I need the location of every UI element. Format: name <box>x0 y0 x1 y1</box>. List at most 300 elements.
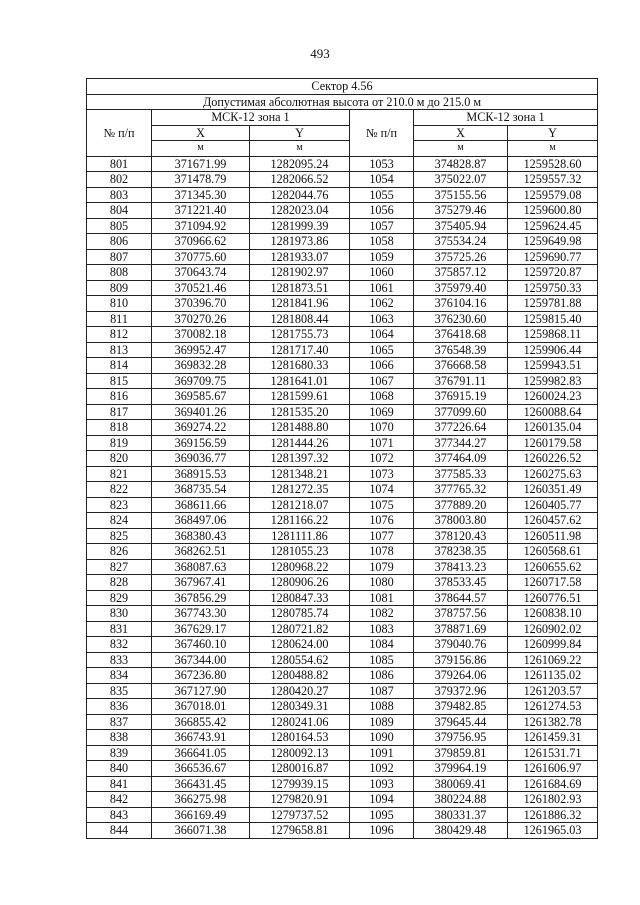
table-row <box>87 265 598 281</box>
y-value-left: 1280241.06 <box>250 714 350 730</box>
x-value-left: 371345.30 <box>152 187 250 203</box>
table-row <box>87 358 598 374</box>
y-header-left: Y <box>250 125 350 141</box>
x-value-right: 375725.26 <box>414 249 508 265</box>
y-value-right: 1260838.10 <box>508 606 598 622</box>
y-value-left: 1281808.44 <box>250 311 350 327</box>
y-value-left: 1280906.26 <box>250 575 350 591</box>
row-number-left: 840 <box>87 761 152 777</box>
row-number-right: 1069 <box>350 404 414 420</box>
row-number-right: 1054 <box>350 172 414 188</box>
y-value-right: 1259781.88 <box>508 296 598 312</box>
table-row <box>87 652 598 668</box>
row-number-right: 1058 <box>350 234 414 250</box>
x-value-right: 379040.76 <box>414 637 508 653</box>
y-value-left: 1281272.35 <box>250 482 350 498</box>
row-number-right: 1083 <box>350 621 414 637</box>
y-value-left: 1280488.82 <box>250 668 350 684</box>
y-value-right: 1259982.83 <box>508 373 598 389</box>
row-number-right: 1092 <box>350 761 414 777</box>
x-value-right: 378120.43 <box>414 528 508 544</box>
table-row <box>87 637 598 653</box>
y-value-left: 1280554.62 <box>250 652 350 668</box>
coordinates-table <box>86 78 598 839</box>
x-value-left: 370775.60 <box>152 249 250 265</box>
altitude-range: Допустимая абсолютная высота от 210.0 м до 215.0 м <box>87 94 598 110</box>
x-value-left: 367018.01 <box>152 699 250 715</box>
x-value-right: 379756.95 <box>414 730 508 746</box>
table-row <box>87 203 598 219</box>
x-value-right: 375405.94 <box>414 218 508 234</box>
x-value-left: 367743.30 <box>152 606 250 622</box>
row-number-left: 828 <box>87 575 152 591</box>
y-value-left: 1280847.33 <box>250 590 350 606</box>
row-number-right: 1066 <box>350 358 414 374</box>
y-value-right: 1259624.45 <box>508 218 598 234</box>
x-value-right: 378533.45 <box>414 575 508 591</box>
row-number-right: 1088 <box>350 699 414 715</box>
x-value-right: 376668.58 <box>414 358 508 374</box>
y-value-right: 1261069.22 <box>508 652 598 668</box>
table-row <box>87 249 598 265</box>
y-value-right: 1261965.03 <box>508 823 598 839</box>
y-value-right: 1260135.04 <box>508 420 598 436</box>
x-value-left: 370082.18 <box>152 327 250 343</box>
x-value-left: 369156.59 <box>152 435 250 451</box>
y-unit-right: м <box>508 141 598 157</box>
y-value-right: 1259906.44 <box>508 342 598 358</box>
x-value-right: 376915.19 <box>414 389 508 405</box>
table-row <box>87 730 598 746</box>
row-number-left: 843 <box>87 807 152 823</box>
row-number-right: 1068 <box>350 389 414 405</box>
row-number-left: 814 <box>87 358 152 374</box>
x-value-left: 370521.46 <box>152 280 250 296</box>
x-unit-right: м <box>414 141 508 157</box>
x-value-left: 367127.90 <box>152 683 250 699</box>
row-number-left: 823 <box>87 497 152 513</box>
table-row <box>87 668 598 684</box>
row-number-right: 1093 <box>350 776 414 792</box>
y-value-left: 1280420.27 <box>250 683 350 699</box>
y-value-right: 1261135.02 <box>508 668 598 684</box>
y-value-right: 1261274.53 <box>508 699 598 715</box>
table-row <box>87 420 598 436</box>
row-number-right: 1085 <box>350 652 414 668</box>
y-unit-left: м <box>250 141 350 157</box>
x-value-left: 369709.75 <box>152 373 250 389</box>
x-value-right: 376548.39 <box>414 342 508 358</box>
x-value-left: 367629.17 <box>152 621 250 637</box>
y-value-left: 1281397.32 <box>250 451 350 467</box>
row-number-left: 837 <box>87 714 152 730</box>
row-number-left: 801 <box>87 156 152 172</box>
table-row <box>87 776 598 792</box>
y-value-left: 1279737.52 <box>250 807 350 823</box>
table-row <box>87 807 598 823</box>
row-number-right: 1070 <box>350 420 414 436</box>
y-value-right: 1259868.11 <box>508 327 598 343</box>
row-number-left: 830 <box>87 606 152 622</box>
row-number-right: 1089 <box>350 714 414 730</box>
x-value-left: 369832.28 <box>152 358 250 374</box>
x-value-left: 370396.70 <box>152 296 250 312</box>
x-value-right: 377889.20 <box>414 497 508 513</box>
x-value-right: 375534.24 <box>414 234 508 250</box>
table-header <box>87 79 598 157</box>
row-number-right: 1080 <box>350 575 414 591</box>
x-value-right: 379645.44 <box>414 714 508 730</box>
row-number-left: 802 <box>87 172 152 188</box>
y-value-right: 1260226.52 <box>508 451 598 467</box>
y-value-right: 1261606.97 <box>508 761 598 777</box>
row-number-left: 829 <box>87 590 152 606</box>
x-value-left: 368915.53 <box>152 466 250 482</box>
y-value-right: 1260351.49 <box>508 482 598 498</box>
x-unit-left: м <box>152 141 250 157</box>
row-number-left: 815 <box>87 373 152 389</box>
x-value-left: 370643.74 <box>152 265 250 281</box>
x-value-left: 369036.77 <box>152 451 250 467</box>
row-number-left: 833 <box>87 652 152 668</box>
x-value-left: 369952.47 <box>152 342 250 358</box>
y-value-right: 1259690.77 <box>508 249 598 265</box>
row-number-right: 1073 <box>350 466 414 482</box>
y-value-right: 1260088.64 <box>508 404 598 420</box>
y-value-right: 1260999.84 <box>508 637 598 653</box>
x-value-left: 367856.29 <box>152 590 250 606</box>
y-value-right: 1261459.31 <box>508 730 598 746</box>
y-value-right: 1259528.60 <box>508 156 598 172</box>
row-number-right: 1072 <box>350 451 414 467</box>
table-row <box>87 187 598 203</box>
row-number-left: 808 <box>87 265 152 281</box>
y-value-right: 1259943.51 <box>508 358 598 374</box>
y-value-left: 1279939.15 <box>250 776 350 792</box>
x-value-right: 378644.57 <box>414 590 508 606</box>
row-number-right: 1075 <box>350 497 414 513</box>
x-value-right: 376791.11 <box>414 373 508 389</box>
x-value-right: 375155.56 <box>414 187 508 203</box>
x-value-left: 370270.26 <box>152 311 250 327</box>
x-value-left: 369401.26 <box>152 404 250 420</box>
row-number-right: 1062 <box>350 296 414 312</box>
x-value-right: 377765.32 <box>414 482 508 498</box>
x-value-left: 369585.67 <box>152 389 250 405</box>
y-value-left: 1280968.22 <box>250 559 350 575</box>
x-value-right: 378757.56 <box>414 606 508 622</box>
y-value-right: 1259557.32 <box>508 172 598 188</box>
y-value-left: 1281535.20 <box>250 404 350 420</box>
y-value-left: 1281488.80 <box>250 420 350 436</box>
x-value-left: 367236.80 <box>152 668 250 684</box>
y-value-left: 1281599.61 <box>250 389 350 405</box>
x-value-left: 368735.54 <box>152 482 250 498</box>
y-value-left: 1279820.91 <box>250 792 350 808</box>
row-number-right: 1076 <box>350 513 414 529</box>
y-value-right: 1260717.58 <box>508 575 598 591</box>
row-number-left: 826 <box>87 544 152 560</box>
x-value-left: 367460.10 <box>152 637 250 653</box>
x-value-left: 368497.06 <box>152 513 250 529</box>
table-row <box>87 218 598 234</box>
y-value-left: 1281166.22 <box>250 513 350 529</box>
row-number-right: 1059 <box>350 249 414 265</box>
row-number-left: 820 <box>87 451 152 467</box>
y-value-right: 1260568.61 <box>508 544 598 560</box>
row-number-right: 1065 <box>350 342 414 358</box>
y-value-left: 1281444.26 <box>250 435 350 451</box>
x-header-right: X <box>414 125 508 141</box>
table-row <box>87 497 598 513</box>
table-row <box>87 544 598 560</box>
y-value-right: 1260457.62 <box>508 513 598 529</box>
table-row <box>87 156 598 172</box>
table-row <box>87 466 598 482</box>
row-number-right: 1081 <box>350 590 414 606</box>
y-value-left: 1281902.97 <box>250 265 350 281</box>
row-number-left: 835 <box>87 683 152 699</box>
num-header-right: № п/п <box>350 110 414 157</box>
y-value-left: 1281973.86 <box>250 234 350 250</box>
x-value-left: 371478.79 <box>152 172 250 188</box>
table-row <box>87 296 598 312</box>
row-number-left: 836 <box>87 699 152 715</box>
row-number-left: 810 <box>87 296 152 312</box>
y-value-right: 1260179.58 <box>508 435 598 451</box>
y-value-right: 1259720.87 <box>508 265 598 281</box>
y-value-right: 1260776.51 <box>508 590 598 606</box>
x-value-right: 377344.27 <box>414 435 508 451</box>
x-value-right: 376418.68 <box>414 327 508 343</box>
x-value-left: 368380.43 <box>152 528 250 544</box>
y-value-left: 1281873.51 <box>250 280 350 296</box>
x-value-right: 378413.23 <box>414 559 508 575</box>
y-value-right: 1261684.69 <box>508 776 598 792</box>
row-number-left: 805 <box>87 218 152 234</box>
row-number-left: 818 <box>87 420 152 436</box>
row-number-right: 1078 <box>350 544 414 560</box>
table-row <box>87 234 598 250</box>
row-number-left: 832 <box>87 637 152 653</box>
x-value-right: 377099.60 <box>414 404 508 420</box>
page-number: 493 <box>310 46 330 61</box>
row-number-left: 809 <box>87 280 152 296</box>
y-value-left: 1282095.24 <box>250 156 350 172</box>
x-value-left: 371221.40 <box>152 203 250 219</box>
row-number-right: 1067 <box>350 373 414 389</box>
x-header-left: X <box>152 125 250 141</box>
table-row <box>87 823 598 839</box>
y-value-left: 1282066.52 <box>250 172 350 188</box>
y-value-left: 1280349.31 <box>250 699 350 715</box>
table-row <box>87 528 598 544</box>
row-number-left: 834 <box>87 668 152 684</box>
row-number-right: 1079 <box>350 559 414 575</box>
y-value-right: 1259600.80 <box>508 203 598 219</box>
row-number-right: 1082 <box>350 606 414 622</box>
y-value-left: 1281055.23 <box>250 544 350 560</box>
row-number-left: 831 <box>87 621 152 637</box>
row-number-right: 1056 <box>350 203 414 219</box>
row-number-left: 842 <box>87 792 152 808</box>
row-number-right: 1061 <box>350 280 414 296</box>
table-row <box>87 575 598 591</box>
x-value-left: 370966.62 <box>152 234 250 250</box>
x-value-right: 380069.41 <box>414 776 508 792</box>
row-number-left: 816 <box>87 389 152 405</box>
table-row <box>87 404 598 420</box>
table-row <box>87 327 598 343</box>
y-value-left: 1281933.07 <box>250 249 350 265</box>
table-row <box>87 172 598 188</box>
table-row <box>87 621 598 637</box>
table-row <box>87 311 598 327</box>
x-value-left: 371671.99 <box>152 156 250 172</box>
row-number-right: 1084 <box>350 637 414 653</box>
row-number-left: 825 <box>87 528 152 544</box>
y-value-right: 1261382.78 <box>508 714 598 730</box>
x-value-right: 379482.85 <box>414 699 508 715</box>
row-number-right: 1096 <box>350 823 414 839</box>
row-number-left: 812 <box>87 327 152 343</box>
row-number-left: 817 <box>87 404 152 420</box>
x-value-right: 380429.48 <box>414 823 508 839</box>
x-value-left: 369274.22 <box>152 420 250 436</box>
row-number-left: 804 <box>87 203 152 219</box>
x-value-left: 366855.42 <box>152 714 250 730</box>
row-number-right: 1091 <box>350 745 414 761</box>
y-value-right: 1261203.57 <box>508 683 598 699</box>
y-value-right: 1260275.63 <box>508 466 598 482</box>
row-number-right: 1055 <box>350 187 414 203</box>
row-number-right: 1063 <box>350 311 414 327</box>
x-value-right: 378238.35 <box>414 544 508 560</box>
x-value-right: 379264.06 <box>414 668 508 684</box>
row-number-right: 1064 <box>350 327 414 343</box>
x-value-left: 366275.98 <box>152 792 250 808</box>
y-value-left: 1281348.21 <box>250 466 350 482</box>
y-value-left: 1280016.87 <box>250 761 350 777</box>
y-value-left: 1282023.04 <box>250 203 350 219</box>
x-value-right: 377585.33 <box>414 466 508 482</box>
x-value-right: 380224.88 <box>414 792 508 808</box>
row-number-right: 1071 <box>350 435 414 451</box>
table-row <box>87 451 598 467</box>
table-row <box>87 482 598 498</box>
y-value-right: 1259750.33 <box>508 280 598 296</box>
row-number-right: 1094 <box>350 792 414 808</box>
y-value-left: 1280092.13 <box>250 745 350 761</box>
table-row <box>87 513 598 529</box>
row-number-right: 1086 <box>350 668 414 684</box>
row-number-left: 839 <box>87 745 152 761</box>
table-row <box>87 435 598 451</box>
zone-header-right: МСК-12 зона 1 <box>414 110 598 126</box>
y-value-left: 1280624.00 <box>250 637 350 653</box>
table-row <box>87 745 598 761</box>
x-value-left: 368087.63 <box>152 559 250 575</box>
row-number-left: 824 <box>87 513 152 529</box>
row-number-left: 821 <box>87 466 152 482</box>
x-value-right: 379859.81 <box>414 745 508 761</box>
y-value-right: 1260511.98 <box>508 528 598 544</box>
y-value-right: 1260902.02 <box>508 621 598 637</box>
x-value-right: 375979.40 <box>414 280 508 296</box>
row-number-left: 803 <box>87 187 152 203</box>
x-value-left: 366536.67 <box>152 761 250 777</box>
x-value-right: 379156.86 <box>414 652 508 668</box>
table-row <box>87 792 598 808</box>
row-number-right: 1095 <box>350 807 414 823</box>
y-value-left: 1279658.81 <box>250 823 350 839</box>
row-number-left: 819 <box>87 435 152 451</box>
table-row <box>87 683 598 699</box>
row-number-left: 807 <box>87 249 152 265</box>
y-value-right: 1260405.77 <box>508 497 598 513</box>
table-body <box>87 156 598 838</box>
x-value-right: 375857.12 <box>414 265 508 281</box>
y-value-left: 1281717.40 <box>250 342 350 358</box>
table-row <box>87 761 598 777</box>
x-value-left: 367344.00 <box>152 652 250 668</box>
table-row <box>87 590 598 606</box>
y-value-left: 1281641.01 <box>250 373 350 389</box>
table-row <box>87 342 598 358</box>
x-value-right: 378871.69 <box>414 621 508 637</box>
y-value-right: 1260024.23 <box>508 389 598 405</box>
x-value-right: 378003.80 <box>414 513 508 529</box>
y-value-left: 1281841.96 <box>250 296 350 312</box>
x-value-left: 371094.92 <box>152 218 250 234</box>
x-value-left: 366071.38 <box>152 823 250 839</box>
y-value-left: 1281755.73 <box>250 327 350 343</box>
row-number-right: 1060 <box>350 265 414 281</box>
num-header-left: № п/п <box>87 110 152 157</box>
row-number-right: 1057 <box>350 218 414 234</box>
x-value-right: 377226.64 <box>414 420 508 436</box>
x-value-right: 380331.37 <box>414 807 508 823</box>
row-number-right: 1087 <box>350 683 414 699</box>
zone-header-left: МСК-12 зона 1 <box>152 110 350 126</box>
x-value-left: 366169.49 <box>152 807 250 823</box>
y-value-right: 1261531.71 <box>508 745 598 761</box>
x-value-right: 379964.19 <box>414 761 508 777</box>
table-row <box>87 280 598 296</box>
row-number-left: 806 <box>87 234 152 250</box>
y-value-right: 1259579.08 <box>508 187 598 203</box>
x-value-left: 366743.91 <box>152 730 250 746</box>
table-row <box>87 606 598 622</box>
table-row <box>87 559 598 575</box>
row-number-right: 1090 <box>350 730 414 746</box>
x-value-left: 368611.66 <box>152 497 250 513</box>
x-value-right: 379372.96 <box>414 683 508 699</box>
y-value-left: 1281111.86 <box>250 528 350 544</box>
x-value-right: 376230.60 <box>414 311 508 327</box>
row-number-right: 1077 <box>350 528 414 544</box>
sector-title: Сектор 4.56 <box>87 79 598 95</box>
row-number-right: 1074 <box>350 482 414 498</box>
y-value-left: 1281999.39 <box>250 218 350 234</box>
y-value-left: 1280721.82 <box>250 621 350 637</box>
y-value-right: 1259815.40 <box>508 311 598 327</box>
y-value-left: 1282044.76 <box>250 187 350 203</box>
row-number-left: 841 <box>87 776 152 792</box>
y-value-right: 1260655.62 <box>508 559 598 575</box>
row-number-left: 811 <box>87 311 152 327</box>
x-value-right: 375022.07 <box>414 172 508 188</box>
